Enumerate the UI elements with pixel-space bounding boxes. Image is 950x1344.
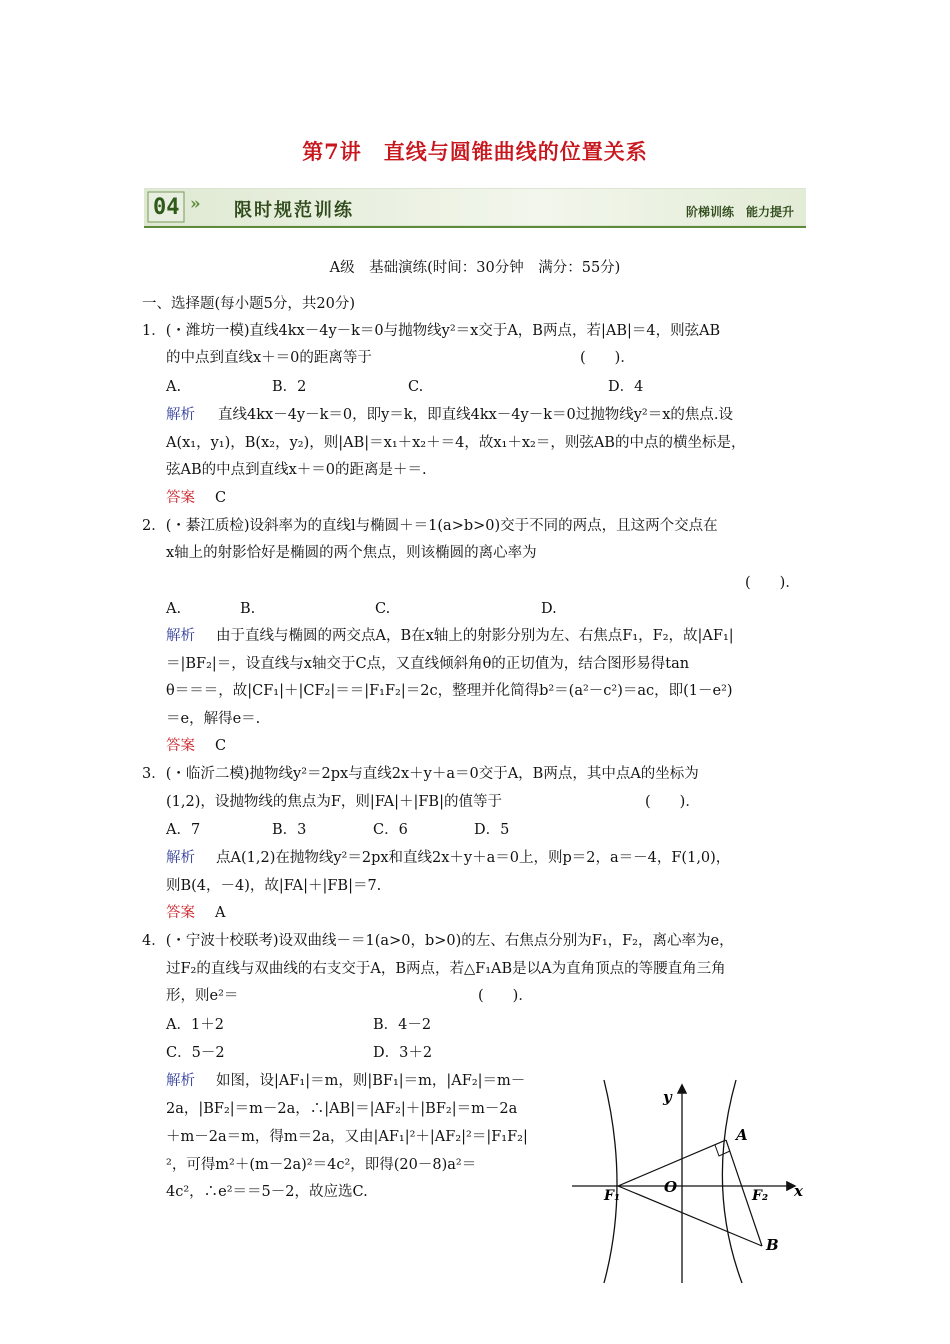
left-branch	[604, 1080, 617, 1283]
q3-answer: A	[215, 905, 226, 921]
q1-option-d: D．4	[608, 379, 644, 395]
q2-jiexi2: ＝|BF₂|＝，设直线与x轴交于C点，又直线倾斜角θ的正切值为，结合图形易得tan	[166, 656, 690, 672]
q4-jiexi1: 如图，设|AF₁|＝m，则|BF₁|＝m，|AF₂|＝m－	[216, 1073, 526, 1089]
q4-jiexi4: ²，可得m²＋(m－2a)²＝4c²，即得(20－8)a²＝	[166, 1157, 477, 1173]
q2-option-a: A.	[166, 601, 182, 617]
f2-label: F₂	[752, 1188, 769, 1204]
q1-line2: 的中点到直线x＋＝0的距离等于	[166, 350, 372, 366]
q2-option-b: B.	[240, 601, 256, 617]
q3-option-c: C．6	[373, 822, 408, 838]
q3-answer-label: 答案	[166, 905, 195, 921]
q4-option-b: B．4－2	[373, 1017, 432, 1033]
hyperbola-figure	[566, 1078, 816, 1288]
q2-option-c: C.	[375, 601, 391, 617]
banner-right-text: 阶梯训练 能力提升	[685, 205, 794, 219]
q2-paren: ( )．	[745, 575, 800, 591]
q4-option-a: A．1＋2	[166, 1017, 224, 1033]
banner-arrows: »	[190, 194, 201, 214]
banner-heading: 限时规范训练	[234, 200, 354, 221]
q3-option-a: A．7	[166, 822, 201, 838]
q4-option-d: D．3＋2	[373, 1045, 433, 1061]
q2-jiexi3: θ＝＝＝，故|CF₁|＋|CF₂|＝＝|F₁F₂|＝2c，整理并化简得b²＝(a²－c²)＝ac，即(1－e²)	[166, 683, 733, 699]
q3-jiexi-label: 解析	[166, 850, 195, 866]
line-f1-b	[618, 1186, 762, 1246]
q2-line1: 2．(・綦江质检)设斜率为的直线l与椭圆＋＝1(a>b>0)交于不同的两点，且这两个交点在	[142, 518, 718, 534]
q2-answer-label: 答案	[166, 738, 195, 754]
q1-option-a: A.	[166, 379, 182, 395]
q1-jiexi-label: 解析	[166, 407, 195, 423]
q2-jiexi4: ＝e，解得e＝.	[166, 711, 261, 727]
q3-option-d: D．5	[474, 822, 510, 838]
q2-line2: x轴上的射影恰好是椭圆的两个焦点，则该椭圆的离心率为	[166, 545, 537, 561]
q3-paren: ( )．	[645, 794, 700, 810]
q2-jiexi1: 由于直线与椭圆的两交点A，B在x轴上的射影分别为左、右焦点F₁，F₂，故|AF₁|	[216, 628, 734, 644]
q2-jiexi-label: 解析	[166, 628, 195, 644]
q4-option-c: C．5－2	[166, 1045, 225, 1061]
y-label: y	[663, 1088, 672, 1106]
q1-line1: 1．(・潍坊一模)直线4kx－4y－k＝0与抛物线y²＝x交于A，B两点，若|AB|＝4，则弦AB	[142, 323, 721, 339]
q4-line2: 过F₂的直线与双曲线的右支交于A，B两点，若△F₁AB是以A为直角顶点的等腰直角三角	[166, 961, 726, 977]
q4-jiexi2: 2a，|BF₂|＝m－2a，∴|AB|＝|AF₂|＋|BF₂|＝m－2a	[166, 1101, 518, 1117]
section-banner	[144, 186, 806, 230]
section-heading: 一、选择题(每小题5分，共20分)	[142, 296, 355, 312]
level-line: A级 基础演练(时间：30分钟 满分：55分)	[329, 260, 621, 276]
q4-paren: ( )．	[478, 988, 533, 1004]
hyperbola-diagram	[566, 1078, 816, 1288]
q4-jiexi5: 4c²，∴e²＝＝5－2，故应选C.	[166, 1184, 368, 1200]
x-label: x	[794, 1182, 803, 1200]
q1-jiexi1: 直线4kx－4y－k＝0，即y＝k，即直线4kx－4y－k＝0过抛物线y²＝x的焦点.设	[218, 407, 734, 423]
q3-line2: (1,2)，设抛物线的焦点为F，则|FA|＋|FB|的值等于	[166, 794, 502, 810]
point-a-label: A	[736, 1126, 748, 1144]
q4-jiexi-label: 解析	[166, 1073, 195, 1089]
q1-option-b: B．2	[272, 379, 307, 395]
q4-line1: 4．(・宁波十校联考)设双曲线－＝1(a>0，b>0)的左、右焦点分别为F₁，F₂，离心率为e，	[142, 933, 734, 949]
q3-jiexi1: 点A(1,2)在抛物线y²＝2px和直线2x＋y＋a＝0上，则p＝2，a＝－4，F(1,0)，	[216, 850, 731, 866]
q1-paren: ( )．	[580, 350, 635, 366]
q2-option-d: D.	[541, 601, 557, 617]
q2-answer: C	[215, 738, 227, 754]
q4-line3: 形，则e²＝	[166, 988, 239, 1004]
right-branch	[722, 1080, 742, 1283]
page-title: 第7讲 直线与圆锥曲线的位置关系	[302, 139, 648, 164]
q1-option-c: C.	[408, 379, 424, 395]
origin-label: O	[664, 1178, 678, 1196]
f1-label: F₁	[604, 1188, 621, 1204]
banner-number: 04	[153, 195, 180, 220]
point-b-label: B	[766, 1236, 779, 1254]
q1-jiexi2: A(x₁，y₁)，B(x₂，y₂)，则|AB|＝x₁＋x₂＋＝4，故x₁＋x₂＝，则弦AB的中点的横坐标是，	[166, 435, 746, 451]
q1-answer: C	[215, 490, 227, 506]
q1-answer-label: 答案	[166, 490, 195, 506]
q4-jiexi3: ＋m－2a＝m，得m＝2a，又由|AF₁|²＋|AF₂|²＝|F₁F₂|	[166, 1129, 528, 1145]
q3-line1: 3．(・临沂二模)抛物线y²＝2px与直线2x＋y＋a＝0交于A，B两点，其中点A的坐标为	[142, 766, 699, 782]
q3-jiexi2: 则B(4，－4)，故|FA|＋|FB|＝7.	[166, 878, 382, 894]
q3-option-b: B．3	[272, 822, 307, 838]
q1-jiexi3: 弦AB的中点到直线x＋＝0的距离是＋＝.	[166, 462, 427, 478]
